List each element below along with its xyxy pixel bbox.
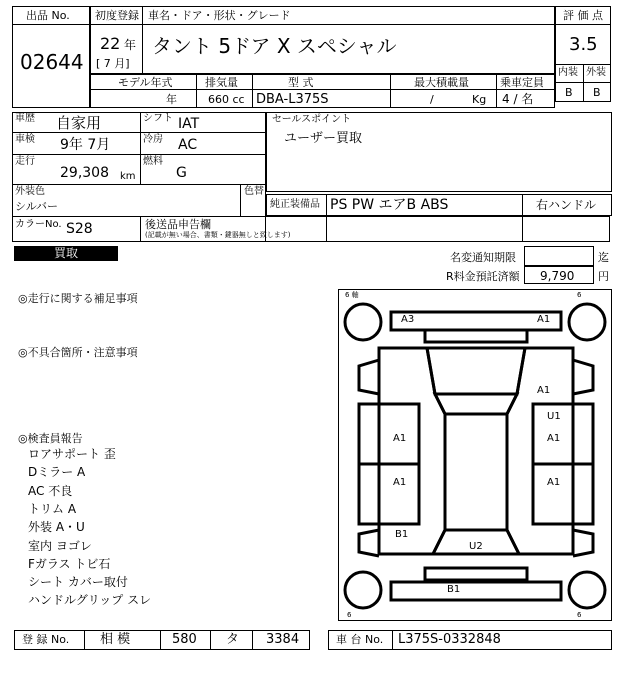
- fender-right-front: [573, 360, 593, 394]
- later-label: 後送品申告欄: [145, 218, 211, 231]
- model: DBA-L375S: [256, 92, 329, 107]
- hood: [427, 348, 525, 394]
- displacement: 660 cc: [208, 93, 245, 106]
- front-grille: [425, 330, 527, 342]
- model-year-label: モデル年式: [118, 76, 173, 89]
- exterior-value: B: [593, 86, 601, 99]
- model-label: 型 式: [288, 76, 314, 89]
- inspector-item: 外装 A・U: [28, 520, 85, 534]
- damage-mark: A1: [393, 433, 407, 444]
- plate-region: 相 模: [100, 632, 131, 647]
- wheel-front-right: [569, 304, 605, 340]
- damage-mark: U1: [547, 411, 561, 422]
- color: シルバー: [15, 200, 58, 213]
- color-no-label: カラーNo.: [15, 219, 62, 230]
- plate-number: 3384: [266, 632, 300, 647]
- mileage-unit: km: [120, 171, 136, 182]
- plate-label: 登 録 No.: [22, 633, 70, 646]
- equipment-label: 純正装備品: [270, 199, 320, 210]
- shift: IAT: [178, 116, 200, 132]
- inspector-item: ハンドルグリップ スレ: [28, 593, 152, 607]
- grade-value: 3.5: [569, 34, 598, 55]
- interior-value: B: [565, 86, 573, 99]
- deadline-box: [524, 246, 594, 266]
- color-no: S28: [66, 221, 93, 237]
- plate-class: 580: [172, 632, 197, 647]
- chassis-label: 車 台 No.: [336, 633, 384, 646]
- damage-mark: A1: [393, 477, 407, 488]
- mileage-label: 走行: [15, 156, 35, 167]
- inspector-item: Fガラス トビ石: [28, 557, 111, 571]
- damage-mark: A1: [547, 433, 561, 444]
- damage-mark: A3: [401, 314, 415, 325]
- capacity: 4 / 名: [502, 92, 534, 106]
- color-change-label: 色替: [244, 186, 264, 197]
- load-unit: Kg: [472, 93, 487, 106]
- damage-diagram: [338, 289, 612, 621]
- sales-point-label: セールスポイント: [272, 114, 352, 125]
- damage-mark: B1: [447, 584, 461, 595]
- door-right-front: [533, 404, 593, 464]
- diagram-corner-label: 6: [577, 291, 582, 299]
- fender-left-front: [359, 360, 379, 394]
- door-left-front: [359, 404, 419, 464]
- driving-remarks-title: ◎走行に関する補足事項: [18, 292, 138, 305]
- wheel-rear-left: [345, 572, 381, 608]
- mileage: 29,308: [60, 165, 109, 181]
- rear-bumper: [391, 582, 561, 600]
- wheel-rear-right: [569, 572, 605, 608]
- lot-number: 02644: [20, 50, 84, 74]
- sales-point: ユーザー買取: [284, 131, 363, 146]
- first-reg-year: 22: [100, 34, 121, 53]
- fender-left-rear: [359, 530, 379, 556]
- inspector-item: シート カバー取付: [28, 575, 128, 589]
- interior-label: 内装: [558, 67, 578, 78]
- steering: 右ハンドル: [536, 198, 597, 212]
- model-year-unit: 年: [166, 93, 177, 106]
- plate-kana: タ: [226, 632, 240, 647]
- exterior-label: 外装: [586, 67, 606, 78]
- inspector-item: 室内 ヨゴレ: [28, 539, 92, 553]
- recycle-unit: 円: [598, 270, 609, 283]
- shift-label: シフト: [143, 113, 173, 124]
- name-label: 車名・ドア・形状・グレード: [148, 9, 291, 22]
- fuel-label: 燃料: [143, 156, 163, 167]
- first-reg-month: [ 7 月]: [96, 57, 130, 70]
- load-slash: /: [430, 93, 434, 106]
- deadline-unit: 迄: [598, 251, 609, 264]
- windshield: [435, 394, 517, 414]
- damage-mark: A1: [547, 477, 561, 488]
- fuel: G: [176, 165, 187, 181]
- diagram-corner-label: 6: [347, 611, 352, 619]
- inspection-label: 車検: [15, 134, 35, 145]
- roof: [445, 414, 507, 530]
- inspector-item: AC 不良: [28, 484, 73, 498]
- fender-right-rear: [573, 530, 593, 556]
- diagram-corner-label: 6: [577, 611, 582, 619]
- lot-label: 出品 No.: [26, 9, 70, 22]
- history: 自家用: [56, 114, 102, 132]
- chassis-number: L375S-0332848: [398, 632, 501, 647]
- deadline-label: 名変通知期限: [450, 251, 516, 264]
- color-label: 外装色: [15, 186, 45, 197]
- ac: AC: [178, 137, 198, 153]
- purchase-bar: 買取: [14, 246, 118, 261]
- damage-mark: A1: [537, 385, 551, 396]
- later-note: (記載が無い場合、書類・鍵器無しと致します): [145, 231, 291, 239]
- history-label: 車歴: [15, 113, 35, 124]
- damage-mark: U2: [469, 541, 483, 552]
- inspector-title: ◎検査員報告: [18, 432, 83, 445]
- first-reg-year-unit: 年: [124, 38, 137, 52]
- equipment: PS PW エアB ABS: [330, 197, 449, 213]
- recycle-label: R料金預託済額: [446, 270, 520, 283]
- capacity-label: 乗車定員: [500, 76, 544, 89]
- defects-title: ◎不具合箇所・注意事項: [18, 346, 138, 359]
- damage-mark: B1: [395, 529, 409, 540]
- grade-label: 評 価 点: [563, 9, 603, 22]
- first-reg-label: 初度登録: [95, 9, 139, 22]
- recycle-value: 9,790: [540, 269, 575, 283]
- diagram-corner-label: 6 軸: [345, 291, 359, 299]
- inspector-item: Dミラー A: [28, 465, 86, 479]
- rear-panel: [425, 568, 527, 580]
- load-label: 最大積載量: [414, 76, 469, 89]
- car-outline: [339, 290, 613, 622]
- displacement-label: 排気量: [205, 76, 238, 89]
- inspection: 9年 7月: [60, 137, 111, 153]
- door-left-rear: [359, 464, 419, 524]
- inspector-item: ロアサポート 歪: [28, 447, 116, 461]
- wheel-front-left: [345, 304, 381, 340]
- ac-label: 冷房: [143, 134, 163, 145]
- front-bumper: [391, 312, 561, 330]
- car-name: タント 5ドア X スペシャル: [152, 34, 397, 58]
- inspector-item: トリム A: [28, 502, 77, 516]
- damage-mark: A1: [537, 314, 551, 325]
- door-right-rear: [533, 464, 593, 524]
